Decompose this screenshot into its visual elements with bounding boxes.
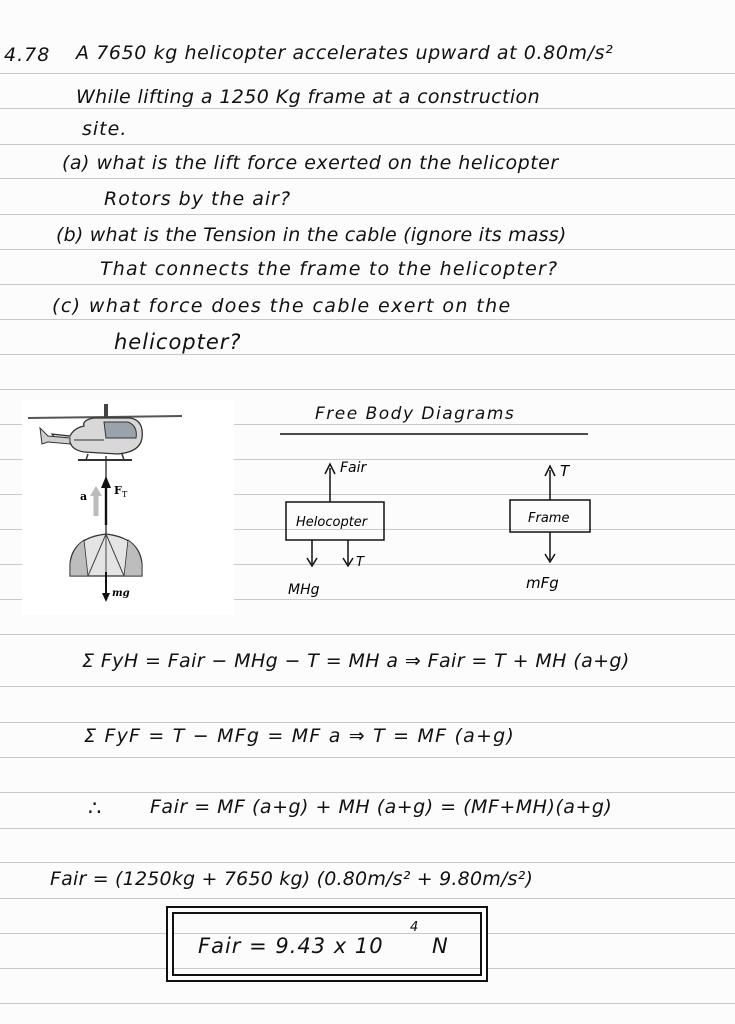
helicopter-tension-label: T xyxy=(356,555,364,570)
ruled-line xyxy=(0,792,735,793)
frame-weight-label: mFg xyxy=(526,574,559,592)
problem-number: 4.78 xyxy=(4,44,51,66)
part-c-line-1: (c) what force does the cable exert on the xyxy=(52,295,512,317)
frame-box-label: Frame xyxy=(528,511,570,526)
ruled-line xyxy=(0,686,735,687)
equation-frame: Σ FyF = T − MFg = MF a ⇒ T = MF (a+g) xyxy=(84,725,515,747)
helicopter-box-label: Helocopter xyxy=(296,515,368,530)
part-c-line-2: helicopter? xyxy=(114,330,242,354)
free-body-diagrams xyxy=(270,430,690,600)
answer-unit: N xyxy=(432,934,449,958)
acceleration-label: a xyxy=(80,490,88,503)
answer-value: Fair = 9.43 x 10 xyxy=(198,934,384,958)
part-a-line-1: (a) what is the lift force exerted on the helicopter xyxy=(62,152,559,174)
ruled-line xyxy=(0,862,735,863)
cockpit-window xyxy=(104,422,136,438)
therefore-symbol: ∴ xyxy=(88,796,103,820)
equation-substitution: Fair = (1250kg + 7650 kg) (0.80m/s² + 9.80m/s²) xyxy=(50,868,534,890)
helicopter-figure xyxy=(22,400,234,615)
ruled-line xyxy=(0,898,735,899)
ruled-line xyxy=(0,284,735,285)
frame-tension-label: T xyxy=(560,462,570,480)
fbd-title: Free Body Diagrams xyxy=(315,404,516,424)
ruled-line xyxy=(0,1003,735,1004)
tension-label: F xyxy=(114,484,122,497)
ruled-line xyxy=(0,108,735,109)
problem-line-1: A 7650 kg helicopter accelerates upward at 0.80m/s² xyxy=(76,42,614,64)
ruled-line xyxy=(0,249,735,250)
equation-helicopter: Σ FyH = Fair − MHg − T = MH a ⇒ Fair = T + MH (a+g) xyxy=(82,650,630,672)
ruled-line xyxy=(0,757,735,758)
part-b-line-2: That connects the frame to the helicopter? xyxy=(100,258,559,280)
ruled-line xyxy=(0,722,735,723)
ruled-line xyxy=(0,634,735,635)
problem-line-3: site. xyxy=(82,118,128,140)
helicopter-illustration xyxy=(22,400,234,615)
ruled-line xyxy=(0,319,735,320)
ruled-line xyxy=(0,389,735,390)
tension-subscript: T xyxy=(122,490,128,499)
equation-combined: Fair = MF (a+g) + MH (a+g) = (MF+MH)(a+g) xyxy=(150,796,613,818)
ruled-line xyxy=(0,828,735,829)
problem-line-2: While lifting a 1250 Kg frame at a construction xyxy=(76,86,541,108)
fair-label: Fair xyxy=(340,460,367,476)
weight-label: mg xyxy=(112,588,130,599)
part-b-line-1: (b) what is the Tension in the cable (ignore its mass) xyxy=(56,224,567,246)
ruled-line xyxy=(0,178,735,179)
answer-exponent: 4 xyxy=(410,920,420,935)
ruled-line xyxy=(0,144,735,145)
ruled-line xyxy=(0,354,735,355)
ruled-line xyxy=(0,214,735,215)
helicopter-weight-label: MHg xyxy=(288,582,320,598)
ruled-line xyxy=(0,73,735,74)
part-a-line-2: Rotors by the air? xyxy=(104,188,292,210)
